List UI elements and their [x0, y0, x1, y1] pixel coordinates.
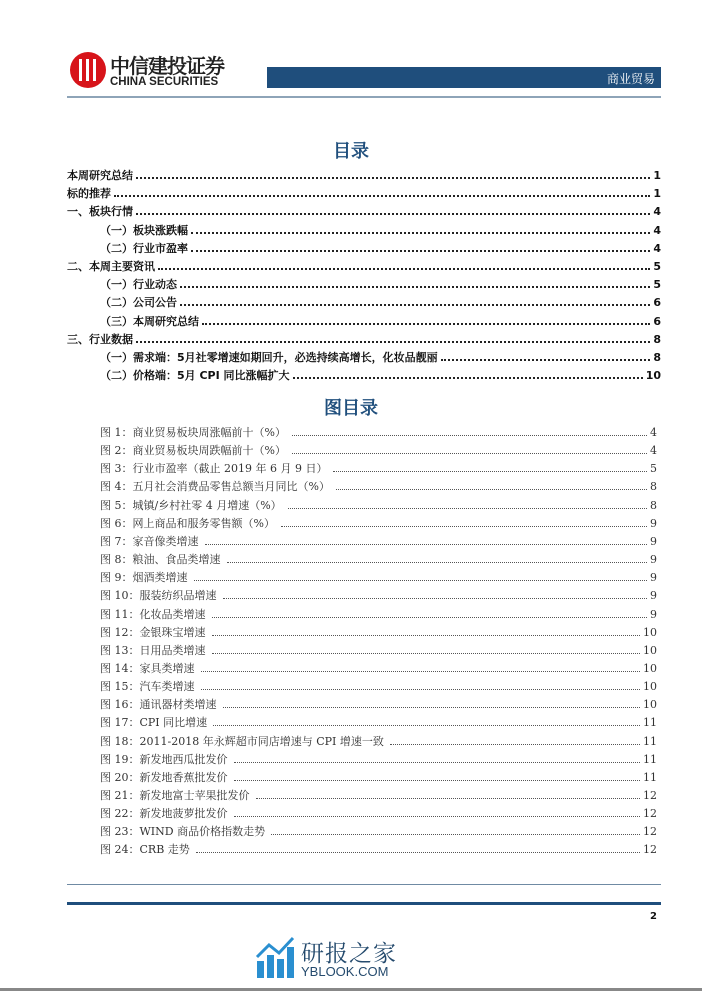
figure-list-title: 图目录 — [324, 398, 378, 419]
dot-leader — [194, 572, 648, 581]
toc-entry-label: 二、本周主要资讯 — [67, 260, 155, 273]
watermark-logo — [255, 935, 395, 981]
figure-entry-label: 图 3：行业市盈率（截止 2019 年 6 月 9 日） — [100, 462, 328, 476]
figure-entry[interactable] — [100, 478, 657, 494]
figure-entry-page: 11 — [643, 716, 657, 730]
figure-entry-page: 12 — [643, 807, 657, 821]
dot-leader — [180, 278, 650, 288]
toc-entry-label: （一）板块涨跌幅 — [100, 223, 188, 237]
figure-entry-label: 图 10：服装纺织品增速 — [100, 589, 217, 603]
toc-entry-page: 5 — [653, 260, 661, 273]
dot-leader — [212, 627, 641, 636]
dot-leader — [441, 351, 651, 361]
dot-leader — [292, 445, 647, 454]
toc-entry-label: （一）行业动态 — [100, 278, 177, 292]
toc-entry[interactable] — [67, 258, 661, 274]
toc-entry-label: 一、板块行情 — [67, 205, 133, 219]
figure-entry[interactable] — [100, 460, 657, 476]
toc-entry[interactable] — [100, 294, 661, 310]
dot-leader — [212, 645, 641, 654]
figure-entry[interactable] — [100, 696, 657, 712]
figure-entry[interactable] — [100, 660, 657, 676]
dot-leader — [191, 224, 650, 234]
dot-leader — [205, 536, 648, 545]
dot-leader — [223, 699, 641, 708]
logo-text-en: CHINA SECURITIES — [110, 76, 219, 88]
dot-leader — [234, 754, 641, 763]
figure-entry-label: 图 11：化妆品类增速 — [100, 607, 206, 621]
company-logo — [70, 50, 230, 92]
dot-leader — [136, 205, 650, 215]
dot-leader — [114, 187, 650, 197]
toc-entry[interactable] — [100, 240, 661, 256]
toc-entry-label: 三、行业数据 — [67, 332, 133, 346]
toc-entry-page: 5 — [653, 278, 661, 292]
dot-leader — [234, 808, 641, 817]
footer-divider-thin — [67, 884, 661, 885]
toc-entry-page: 4 — [653, 241, 661, 255]
figure-entry[interactable] — [100, 569, 657, 585]
toc-entry-label: （二）价格端：5月 CPI 同比涨幅扩大 — [100, 369, 290, 383]
figure-entry-page: 9 — [650, 571, 657, 585]
figure-entry[interactable] — [100, 497, 657, 513]
figure-entry-label: 图 8：粮油、食品类增速 — [100, 553, 221, 567]
figure-entry[interactable] — [100, 787, 657, 803]
figure-entry[interactable] — [100, 714, 657, 730]
toc-entry[interactable] — [67, 185, 661, 201]
figure-entry-label: 图 16：通讯器材类增速 — [100, 698, 217, 712]
figure-entry-label: 图 19：新发地西瓜批发价 — [100, 752, 228, 766]
figure-entry-page: 10 — [643, 680, 657, 694]
figure-entry-label: 图 24：CRB 走势 — [100, 843, 190, 857]
figure-entry[interactable] — [100, 624, 657, 640]
toc-entry-page: 4 — [653, 223, 661, 237]
toc-entry-page: 1 — [653, 187, 661, 201]
dot-leader — [390, 736, 640, 745]
toc-entry-page: 6 — [653, 314, 661, 328]
dot-leader — [234, 772, 641, 781]
figure-entry-page: 10 — [643, 625, 657, 639]
figure-entry-page: 8 — [650, 480, 657, 494]
toc-entry-page: 10 — [645, 369, 661, 383]
figure-entry-label: 图 14：家具类增速 — [100, 661, 195, 675]
page-number: 2 — [650, 911, 657, 922]
figure-entry-label: 图 7：家音像类增速 — [100, 534, 199, 548]
toc-entry-label: （二）行业市盈率 — [100, 241, 188, 255]
figure-entry-page: 11 — [643, 770, 657, 784]
figure-entry-page: 9 — [650, 534, 657, 548]
sector-label: 商业贸易 — [606, 72, 655, 86]
toc-entry-label: 本周研究总结 — [67, 169, 133, 182]
figure-entry-page: 8 — [650, 498, 657, 512]
toc-title: 目录 — [333, 141, 369, 162]
chart-growth-icon — [255, 935, 297, 979]
figure-entry[interactable] — [100, 678, 657, 694]
figure-entry[interactable] — [100, 642, 657, 658]
watermark-text-cn: 研报之家 — [301, 941, 397, 967]
figure-entry[interactable] — [100, 533, 657, 549]
toc-entry-page: 8 — [653, 351, 661, 364]
toc-entry-page: 8 — [653, 332, 661, 346]
figure-entry-label: 图 2：商业贸易板块周跌幅前十（%） — [100, 444, 286, 458]
toc-entry-label: （二）公司公告 — [100, 296, 177, 310]
dot-leader — [158, 260, 650, 270]
figure-entry-page: 10 — [643, 661, 657, 675]
toc-entry[interactable] — [100, 276, 661, 292]
toc-entry[interactable] — [67, 167, 661, 183]
watermark-text-en: YBLOOK.COM — [301, 964, 389, 979]
toc-entry[interactable] — [67, 331, 661, 347]
figure-entry-page: 11 — [643, 752, 657, 766]
figure-entry[interactable] — [100, 841, 657, 857]
figure-entry-label: 图 17：CPI 同比增速 — [100, 716, 208, 730]
dot-leader — [292, 427, 647, 436]
figure-entry[interactable] — [100, 606, 657, 622]
figure-entry-label: 图 1：商业贸易板块周涨幅前十（%） — [100, 426, 286, 439]
figure-entry-page: 10 — [643, 698, 657, 712]
toc-entry[interactable] — [100, 367, 661, 383]
dot-leader — [212, 609, 648, 618]
figure-entry-label: 图 9：烟酒类增速 — [100, 571, 188, 585]
figure-entry-page: 12 — [643, 789, 657, 802]
dot-leader — [288, 500, 647, 509]
figure-entry-page: 4 — [650, 426, 657, 439]
figure-entry-label: 图 13：日用品类增速 — [100, 643, 206, 657]
figure-entry-label: 图 15：汽车类增速 — [100, 680, 195, 694]
toc-entry-label: （三）本周研究总结 — [100, 314, 199, 328]
toc-entry-page: 4 — [653, 205, 661, 219]
figure-entry-page: 12 — [643, 825, 657, 839]
toc-entry[interactable] — [67, 203, 661, 219]
figure-entry[interactable] — [100, 805, 657, 821]
footer-divider-thick — [67, 902, 661, 905]
figure-entry-page: 9 — [650, 553, 657, 567]
figure-entry-page: 4 — [650, 444, 657, 458]
dot-leader — [136, 169, 650, 179]
figure-entry-label: 图 21：新发地富士苹果批发价 — [100, 789, 250, 802]
figure-entry-label: 图 22：新发地菠萝批发价 — [100, 807, 228, 821]
figure-entry[interactable] — [100, 587, 657, 603]
figure-entry-page: 9 — [650, 516, 657, 530]
dot-leader — [191, 242, 650, 252]
figure-entry[interactable] — [100, 733, 657, 749]
figure-entry-page: 10 — [643, 643, 657, 657]
dot-leader — [293, 369, 643, 379]
header-divider — [67, 96, 661, 98]
dot-leader — [196, 844, 640, 853]
figure-entry[interactable] — [100, 823, 657, 839]
sector-banner — [267, 67, 661, 88]
dot-leader — [281, 518, 647, 527]
dot-leader — [336, 481, 647, 490]
figure-entry-page: 12 — [643, 843, 657, 857]
figure-entry-label: 图 5：城镇/乡村社零 4 月增速（%） — [100, 498, 282, 512]
toc-entry[interactable] — [100, 349, 661, 365]
dot-leader — [227, 554, 648, 563]
dot-leader — [223, 590, 648, 599]
dot-leader — [202, 315, 650, 325]
figure-entry-label: 图 20：新发地香蕉批发价 — [100, 770, 228, 784]
dot-leader — [136, 333, 650, 343]
figure-entry-page: 11 — [643, 734, 657, 748]
toc-entry-label: （一）需求端：5月社零增速如期回升，必选持续高增长，化妆品靓丽 — [100, 351, 438, 364]
figure-entry-label: 图 4：五月社会消费品零售总额当月同比（%） — [100, 480, 330, 494]
figure-entry-page: 9 — [650, 607, 657, 621]
toc-entry-page: 6 — [653, 296, 661, 310]
dot-leader — [333, 463, 647, 472]
figure-entry-page: 5 — [650, 462, 657, 476]
toc-entry[interactable] — [100, 313, 661, 329]
figure-entry[interactable] — [100, 769, 657, 785]
figure-entry[interactable] — [100, 442, 657, 458]
toc-entry-page: 1 — [653, 169, 661, 182]
figure-entry[interactable] — [100, 424, 657, 440]
dot-leader — [271, 826, 640, 835]
dot-leader — [180, 296, 650, 306]
dot-leader — [201, 663, 641, 672]
dot-leader — [213, 717, 640, 726]
toc-entry[interactable] — [100, 222, 661, 238]
figure-entry[interactable] — [100, 551, 657, 567]
figure-entry-label: 图 18：2011-2018 年永辉超市同店增速与 CPI 增速一致 — [100, 734, 384, 748]
figure-entry-page: 9 — [650, 589, 657, 603]
toc-entry-label: 标的推荐 — [67, 187, 111, 201]
dot-leader — [256, 790, 641, 799]
figure-entry[interactable] — [100, 515, 657, 531]
logo-emblem-icon — [70, 52, 106, 88]
figure-entry-label: 图 6：网上商品和服务零售额（%） — [100, 516, 275, 530]
figure-entry-label: 图 23：WIND 商品价格指数走势 — [100, 825, 266, 839]
logo-text-cn: 中信建投证券 — [110, 54, 224, 78]
dot-leader — [201, 681, 641, 690]
figure-entry-label: 图 12：金银珠宝增速 — [100, 625, 206, 639]
figure-entry[interactable] — [100, 751, 657, 767]
